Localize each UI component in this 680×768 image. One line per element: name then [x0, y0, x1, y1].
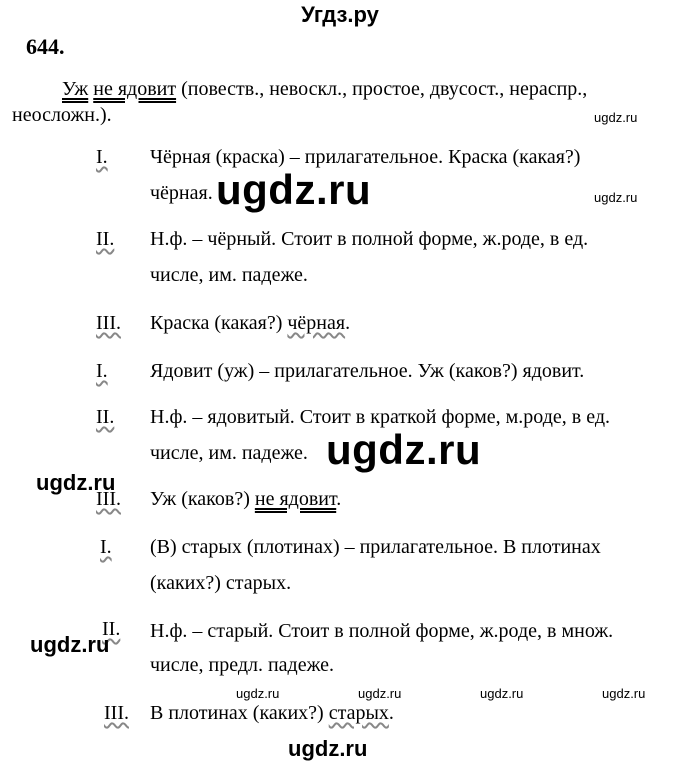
task-number: 644. — [26, 34, 65, 59]
watermark: ugdz.ru — [594, 110, 638, 125]
watermark: ugdz.ru — [358, 686, 402, 701]
block-label: II. — [102, 618, 121, 640]
block-text-line2: числе, предл. падеже. — [150, 654, 335, 676]
block-label: I. — [96, 146, 108, 168]
block-label: II. — [96, 228, 115, 250]
block-text-line2: чёрная. — [150, 182, 213, 204]
block-text-line1: Ядовит (уж) – прилагательное. Уж (каков?) ядовит. — [150, 360, 585, 382]
block-text-line1 — [150, 488, 341, 511]
watermark: ugdz.ru — [602, 686, 646, 701]
watermark: ugdz.ru — [480, 686, 524, 701]
watermark: ugdz.ru — [236, 686, 280, 701]
block-text-line1 — [150, 312, 350, 335]
block-text-line1: Н.ф. – ядовитый. Стоит в краткой форме, м.роде, в ед. — [150, 406, 611, 428]
watermark: ugdz.ru — [326, 426, 482, 473]
sentence-line-2 — [12, 104, 112, 127]
text-suffix: . — [388, 702, 394, 724]
text-prefix: Краска (какая?) — [150, 312, 288, 334]
block-label: III. — [104, 702, 129, 724]
watermark: ugdz.ru — [216, 166, 372, 213]
sentence-predicate: не ядовит — [93, 78, 177, 100]
block-label: III. — [96, 488, 121, 510]
block-text-line1: Н.ф. – старый. Стоит в полной форме, ж.роде, в множ. — [150, 620, 614, 642]
watermark: ugdz.ru — [30, 632, 110, 657]
watermark: ugdz.ru — [288, 736, 368, 761]
block-label: II. — [96, 406, 115, 428]
block-text-line2: (каких?) старых. — [150, 572, 292, 594]
underlined-word: старых — [328, 702, 389, 724]
block-text-line1 — [150, 702, 394, 725]
block-text-line1: Н.ф. – чёрный. Стоит в полной форме, ж.роде, в ед. — [150, 228, 589, 250]
watermark: ugdz.ru — [594, 190, 638, 205]
block-text-line1: (В) старых (плотинах) – прилагательное. В плотинах — [150, 536, 601, 558]
text-suffix: . — [336, 488, 342, 510]
sentence-analysis-1: (повеств., невоскл., простое, двусост., нераспр., — [181, 78, 588, 100]
watermark: ugdz.ru — [36, 470, 116, 495]
site-title: Угдз.ру — [301, 2, 379, 27]
block-text-line2: числе, им. падеже. — [150, 264, 308, 286]
sentence-line-1 — [62, 78, 587, 101]
block-label: I. — [100, 536, 112, 558]
underlined-word: не ядовит — [254, 488, 337, 510]
text-prefix: В плотинах (каких?) — [150, 702, 329, 724]
block-text-line1: Чёрная (краска) – прилагательное. Краска (какая?) — [150, 146, 581, 168]
text-prefix: Уж (каков?) — [150, 488, 255, 510]
block-text-line2: числе, им. падеже. — [150, 442, 308, 464]
text-suffix: . — [345, 312, 351, 334]
sentence-subject: Уж — [62, 78, 89, 100]
block-label: I. — [96, 360, 108, 382]
block-label: III. — [96, 312, 121, 334]
sentence-analysis-2: неосложн.). — [12, 104, 112, 126]
underlined-word: чёрная — [287, 312, 346, 334]
